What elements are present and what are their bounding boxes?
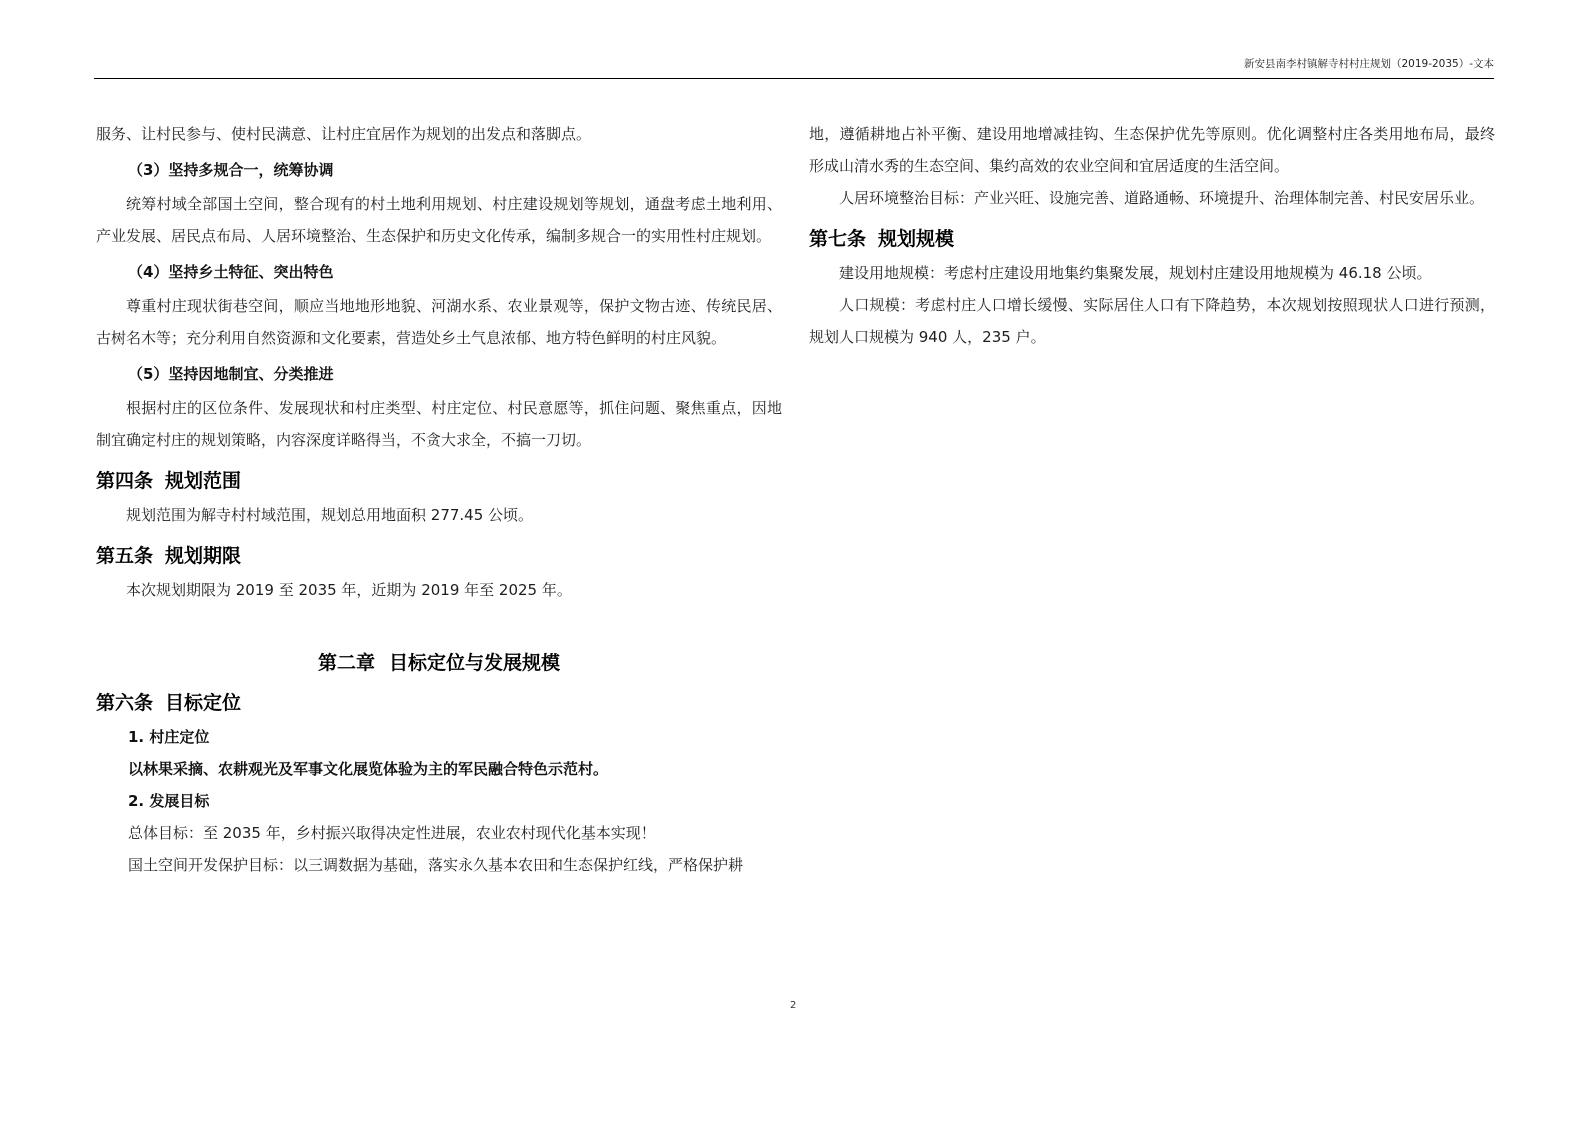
- left-column: [96, 118, 782, 881]
- article-6-number: 第六条: [96, 692, 154, 714]
- article-6-heading: [96, 688, 782, 718]
- scale-land: 建设用地规模：考虑村庄建设用地集约集聚发展，规划村庄建设用地规模为 46.18 公顷。: [839, 264, 1432, 282]
- item-1-title: 1. 村庄定位: [128, 728, 210, 746]
- goal-land-start: 国土空间开发保护目标：以三调数据为基础，落实永久基本农田和生态保护红线，严格保护耕: [128, 856, 744, 874]
- article-7-title: 规划规模: [878, 228, 955, 250]
- goal-overall: 总体目标：至 2035 年，乡村振兴取得决定性进展，农业农村现代化基本实现！: [128, 824, 656, 842]
- right-column: [809, 118, 1495, 353]
- scale-population: 人口规模：考虑村庄人口增长缓慢、实际居住人口有下降趋势，本次规划按照现状人口进行预测，规划人口规模为 940 人，235 户。: [809, 296, 1495, 346]
- header-divider: [94, 78, 1494, 79]
- goal-environment: 人居环境整治目标：产业兴旺、设施完善、道路通畅、环境提升、治理体制完善、村民安居乐业。: [839, 189, 1485, 207]
- subheading-principle-5: （5）坚持因地制宜、分类推进: [128, 365, 334, 383]
- running-header: 新安县南李村镇解寺村村庄规划（2019-2035）-文本: [1243, 58, 1494, 70]
- article-7-heading: [809, 224, 1495, 254]
- chapter-heading: [96, 648, 782, 678]
- paragraph-principle-4: 尊重村庄现状街巷空间，顺应当地地形地貌、河湖水系、农业景观等，保护文物古迹、传统民居、古树名木等；充分利用自然资源和文化要素，营造处乡土气息浓郁、地方特色鲜明的村庄风貌。: [96, 297, 782, 347]
- chapter-number: 第二章: [317, 652, 375, 674]
- article-5-title: 规划期限: [165, 545, 242, 567]
- paragraph-principle-5: 根据村庄的区位条件、发展现状和村庄类型、村庄定位、村民意愿等，抓住问题、聚焦重点，因地制宜确定村庄的规划策略，内容深度详略得当，不贪大求全，不搞一刀切。: [96, 399, 782, 449]
- page-number: 2: [790, 1000, 797, 1011]
- item-1-text: 以林果采摘、农耕观光及军事文化展览体验为主的军民融合特色示范村。: [128, 760, 609, 778]
- paragraph-article-4: 规划范围为解寺村村域范围，规划总用地面积 277.45 公顷。: [126, 506, 534, 524]
- article-5-heading: [96, 541, 782, 571]
- subheading-principle-4: （4）坚持乡土特征、突出特色: [128, 263, 334, 281]
- article-4-number: 第四条: [96, 470, 154, 492]
- paragraph-principle-3: 统筹村域全部国土空间，整合现有的村土地利用规划、村庄建设规划等规划，通盘考虑土地利用、产业发展、居民点布局、人居环境整治、生态保护和历史文化传承，编制多规合一的实用性村庄规划。: [96, 195, 782, 245]
- paragraph-article-5: 本次规划期限为 2019 至 2035 年，近期为 2019 年至 2025 年。: [126, 581, 572, 599]
- article-7-number: 第七条: [809, 228, 867, 250]
- goal-land-continued: 地，遵循耕地占补平衡、建设用地增减挂钩、生态保护优先等原则。优化调整村庄各类用地布局，最终形成山清水秀的生态空间、集约高效的农业空间和宜居适度的生活空间。: [809, 125, 1495, 175]
- paragraph-intro: 服务、让村民参与、使村民满意、让村庄宜居作为规划的出发点和落脚点。: [96, 125, 592, 143]
- article-4-heading: [96, 466, 782, 496]
- article-5-number: 第五条: [96, 545, 154, 567]
- subheading-principle-3: （3）坚持多规合一，统筹协调: [128, 161, 334, 179]
- article-6-title: 目标定位: [165, 692, 242, 714]
- item-2-title: 2. 发展目标: [128, 792, 210, 810]
- chapter-title: 目标定位与发展规模: [389, 652, 561, 674]
- article-4-title: 规划范围: [165, 470, 242, 492]
